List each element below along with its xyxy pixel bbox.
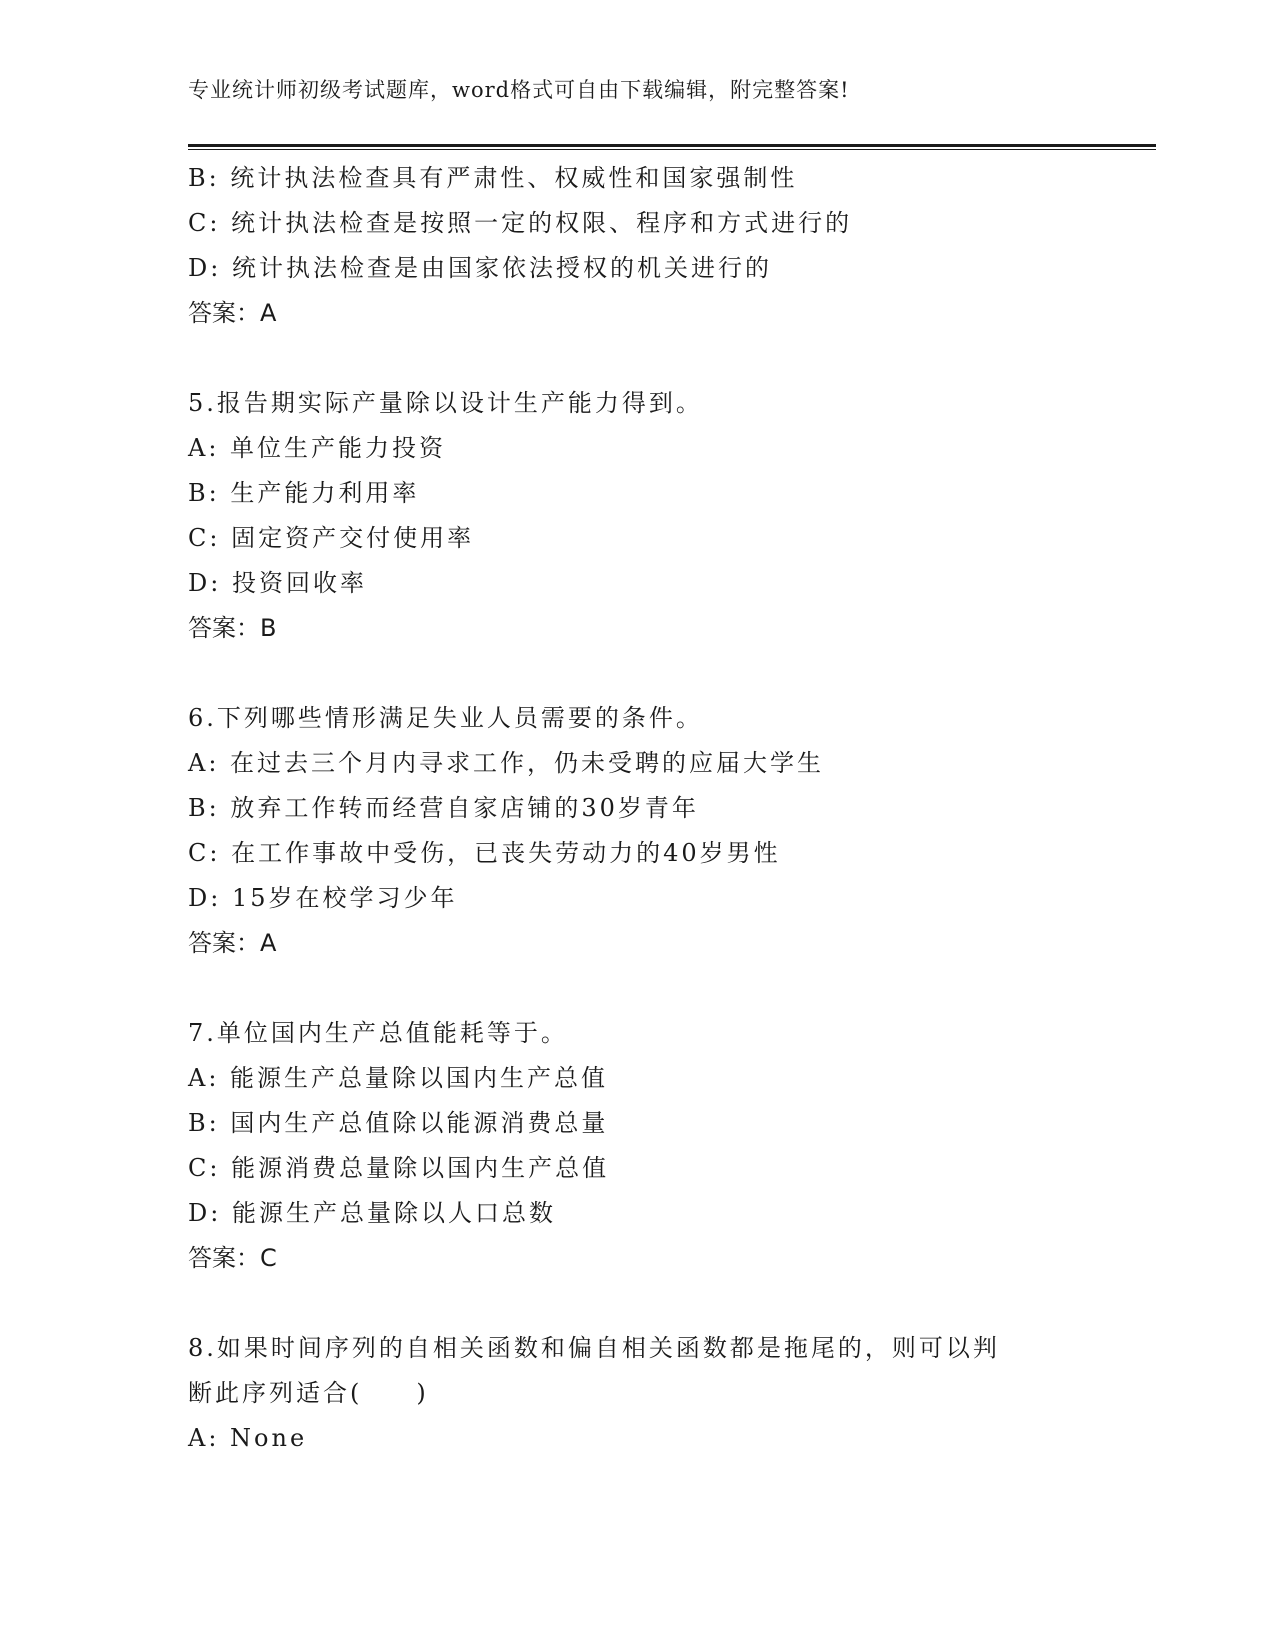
option-d: D: 统计执法检查是由国家依法授权的机关进行的 [188,254,772,282]
answer-line: 答案：A [188,929,277,957]
option-c: C: 在工作事故中受伤，已丧失劳动力的40岁男性 [188,839,781,867]
question-block-7 [188,1011,1088,1281]
answer-line: 答案：A [188,299,277,327]
option-b: B: 统计执法检查具有严肃性、权威性和国家强制性 [188,164,798,192]
question-block-5 [188,381,1088,651]
spacer [188,1281,1088,1326]
page-header: 专业统计师初级考试题库，word格式可自由下载编辑，附完整答案! [188,78,850,102]
option-a: A: 单位生产能力投资 [188,434,447,462]
header-rule [188,144,1156,150]
question-block-8 [188,1326,1088,1461]
option-d: D: 15岁在校学习少年 [188,884,458,912]
question-stem: 6.下列哪些情形满足失业人员需要的条件。 [188,704,703,732]
option-a: A: 在过去三个月内寻求工作，仍未受聘的应届大学生 [188,749,825,777]
spacer [188,966,1088,1011]
option-d: D: 能源生产总量除以人口总数 [188,1199,556,1227]
option-b: B: 生产能力利用率 [188,479,420,507]
question-stem: 7.单位国内生产总值能耗等于。 [188,1019,568,1047]
option-c: C: 固定资产交付使用率 [188,524,475,552]
answer-line: 答案：B [188,614,277,642]
question-stem-line-2: 断此序列适合( ) [188,1379,429,1407]
option-a: A: None [188,1424,308,1452]
question-stem: 5.报告期实际产量除以设计生产能力得到。 [188,389,703,417]
option-b: B: 国内生产总值除以能源消费总量 [188,1109,609,1137]
document-body [188,156,1088,1461]
option-d: D: 投资回收率 [188,569,367,597]
question-block-6 [188,696,1088,966]
answer-line: 答案：C [188,1244,277,1272]
question-block-partial [188,156,1088,336]
option-a: A: 能源生产总量除以国内生产总值 [188,1064,609,1092]
option-c: C: 统计执法检查是按照一定的权限、程序和方式进行的 [188,209,853,237]
spacer [188,651,1088,696]
spacer [188,336,1088,381]
question-stem-line-1: 8.如果时间序列的自相关函数和偏自相关函数都是拖尾的，则可以判 [188,1334,1000,1362]
option-b: B: 放弃工作转而经营自家店铺的30岁青年 [188,794,699,822]
option-c: C: 能源消费总量除以国内生产总值 [188,1154,610,1182]
